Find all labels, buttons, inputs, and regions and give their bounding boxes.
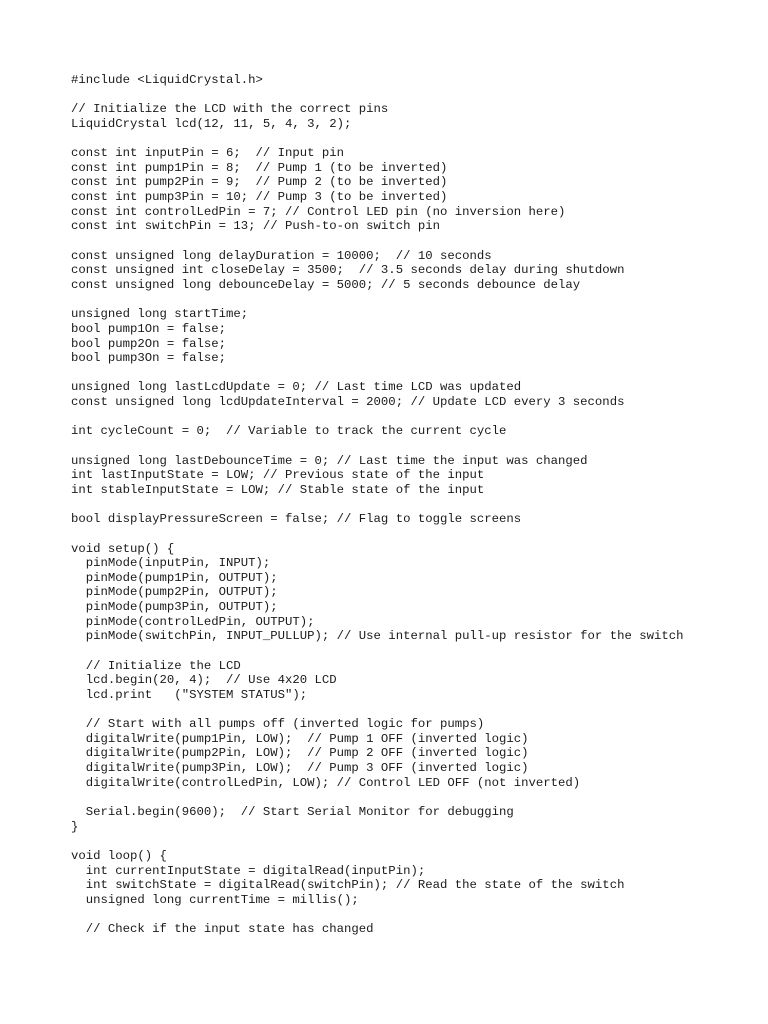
code-line: #include <LiquidCrystal.h> <box>71 73 263 87</box>
code-line: const int pump2Pin = 9; // Pump 2 (to be inverted) <box>71 175 448 190</box>
code-line: pinMode(controlLedPin, OUTPUT); <box>71 614 315 629</box>
code-line: const int inputPin = 6; // Input pin <box>71 146 345 161</box>
code-line <box>71 234 684 249</box>
code-line: unsigned long currentTime = millis(); <box>71 892 359 907</box>
code-line: const unsigned int closeDelay = 3500; // 3.5 seconds delay during shutdown <box>71 263 625 278</box>
code-line: void loop() { <box>71 848 167 863</box>
code-line: int currentInputState = digitalRead(inputPin); <box>71 863 426 878</box>
code-line: digitalWrite(pump3Pin, LOW); // Pump 3 OFF (inverted logic) <box>71 761 529 776</box>
code-line <box>71 527 684 542</box>
code-line: int cycleCount = 0; // Variable to track the current cycle <box>71 424 507 439</box>
code-line: pinMode(pump3Pin, OUTPUT); <box>71 600 278 615</box>
code-line <box>71 410 684 425</box>
code-line: const unsigned long lcdUpdateInterval = 2000; // Update LCD every 3 seconds <box>71 395 625 410</box>
code-line <box>71 498 684 513</box>
code-line: pinMode(pump1Pin, OUTPUT); <box>71 570 278 585</box>
code-line: digitalWrite(pump1Pin, LOW); // Pump 1 OFF (inverted logic) <box>71 731 529 746</box>
code-line <box>71 908 684 923</box>
code-line: bool pump3On = false; <box>71 351 226 366</box>
code-line: bool displayPressureScreen = false; // Flag to toggle screens <box>71 512 522 527</box>
code-line: pinMode(switchPin, INPUT_PULLUP); // Use internal pull-up resistor for the switch <box>71 629 684 644</box>
code-line <box>71 703 684 718</box>
code-line: void setup() { <box>71 541 175 556</box>
code-line <box>71 834 684 849</box>
code-line: bool pump2On = false; <box>71 336 226 351</box>
code-line <box>71 366 684 381</box>
code-line: const int switchPin = 13; // Push-to-on switch pin <box>71 219 440 234</box>
code-line <box>71 88 684 103</box>
code-line: LiquidCrystal lcd(12, 11, 5, 4, 3, 2); <box>71 116 352 131</box>
code-line: int stableInputState = LOW; // Stable state of the input <box>71 482 485 497</box>
code-line: lcd.begin(20, 4); // Use 4x20 LCD <box>71 673 337 688</box>
code-line <box>71 132 684 147</box>
code-line: lcd.print ("SYSTEM STATUS"); <box>71 687 308 702</box>
code-line <box>71 790 684 805</box>
code-line: digitalWrite(controlLedPin, LOW); // Control LED OFF (not inverted) <box>71 775 581 790</box>
code-line: // Check if the input state has changed <box>71 922 374 937</box>
code-line: unsigned long lastDebounceTime = 0; // Last time the input was changed <box>71 453 588 468</box>
code-line: const int controlLedPin = 7; // Control LED pin (no inversion here) <box>71 204 566 219</box>
code-line: } <box>71 819 79 834</box>
code-line: Serial.begin(9600); // Start Serial Monitor for debugging <box>71 805 514 820</box>
code-line: const unsigned long delayDuration = 10000; // 10 seconds <box>71 248 492 263</box>
code-listing <box>71 73 684 937</box>
code-line: int switchState = digitalRead(switchPin); // Read the state of the switch <box>71 878 625 893</box>
code-line: digitalWrite(pump2Pin, LOW); // Pump 2 OFF (inverted logic) <box>71 746 529 761</box>
code-line <box>71 293 684 308</box>
code-line: pinMode(inputPin, INPUT); <box>71 556 271 571</box>
code-line: const int pump3Pin = 10; // Pump 3 (to be inverted) <box>71 190 448 205</box>
code-line: const int pump1Pin = 8; // Pump 1 (to be inverted) <box>71 160 448 175</box>
code-line <box>71 439 684 454</box>
code-line: unsigned long lastLcdUpdate = 0; // Last time LCD was updated <box>71 380 522 395</box>
code-line: pinMode(pump2Pin, OUTPUT); <box>71 585 278 600</box>
code-line: int lastInputState = LOW; // Previous state of the input <box>71 468 485 483</box>
code-line: unsigned long startTime; <box>71 307 249 322</box>
code-line: // Initialize the LCD <box>71 658 241 673</box>
code-line: // Initialize the LCD with the correct pins <box>71 102 389 117</box>
code-line <box>71 644 684 659</box>
code-line: const unsigned long debounceDelay = 5000; // 5 seconds debounce delay <box>71 277 581 292</box>
code-line: // Start with all pumps off (inverted logic for pumps) <box>71 717 485 732</box>
code-line: bool pump1On = false; <box>71 321 226 336</box>
